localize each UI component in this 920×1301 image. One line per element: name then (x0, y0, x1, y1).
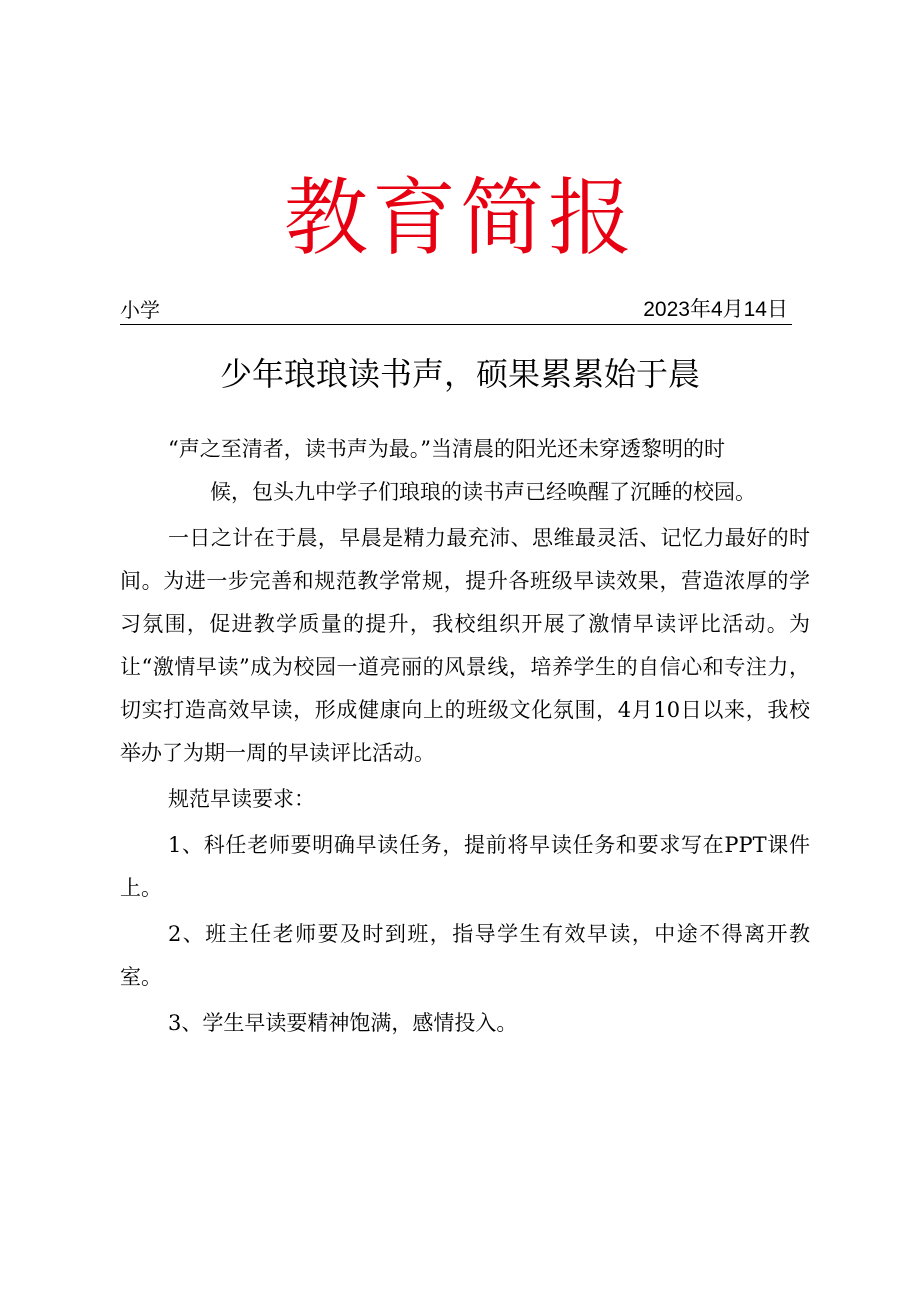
requirement-item-2: 2、班主任老师要及时到班，指导学生有效早读，中途不得离开教室。 (120, 922, 810, 989)
paragraph-context: 一日之计在于晨，早晨是精力最充沛、思维最灵活、记忆力最好的时间。为进一步完善和规范教学常规，提升各班级早读效果，营造浓厚的学习氛围，促进教学质量的提升，我校组织开展了激情早读评比活动。为让“激情早读”成为校园一道亮丽的风景线，培养学生的自信心和专注力，切实打造高效早读，形成健康向上的班级文化氛围，4月10日以来，我校举办了为期一周的早读评比活动。 (120, 526, 810, 765)
intro-quote-line: “声之至清者，读书声为最。”当清晨的阳光还未穿透黎明的时 (168, 437, 725, 461)
school-name: 小学 (120, 298, 160, 322)
requirement-item-1: 1、科任老师要明确早读任务，提前将早读任务和要求写在PPT课件上。 (120, 833, 810, 900)
intro-quote-continuation: 候，包头九中学子们琅琅的读书声已经唤醒了沉睡的校园。 (210, 480, 756, 504)
requirements-heading: 规范早读要求： (168, 787, 315, 811)
issue-date: 2023年4月14日 (643, 298, 788, 321)
article-body (120, 428, 810, 1045)
article-headline: 少年琅琅读书声，硕果累累始于晨 (219, 355, 700, 393)
issue-meta-line (120, 294, 792, 325)
requirement-item-3: 3、学生早读要精神饱满，感情投入。 (168, 1011, 518, 1035)
newsletter-masthead: 教育简报 (283, 169, 636, 267)
